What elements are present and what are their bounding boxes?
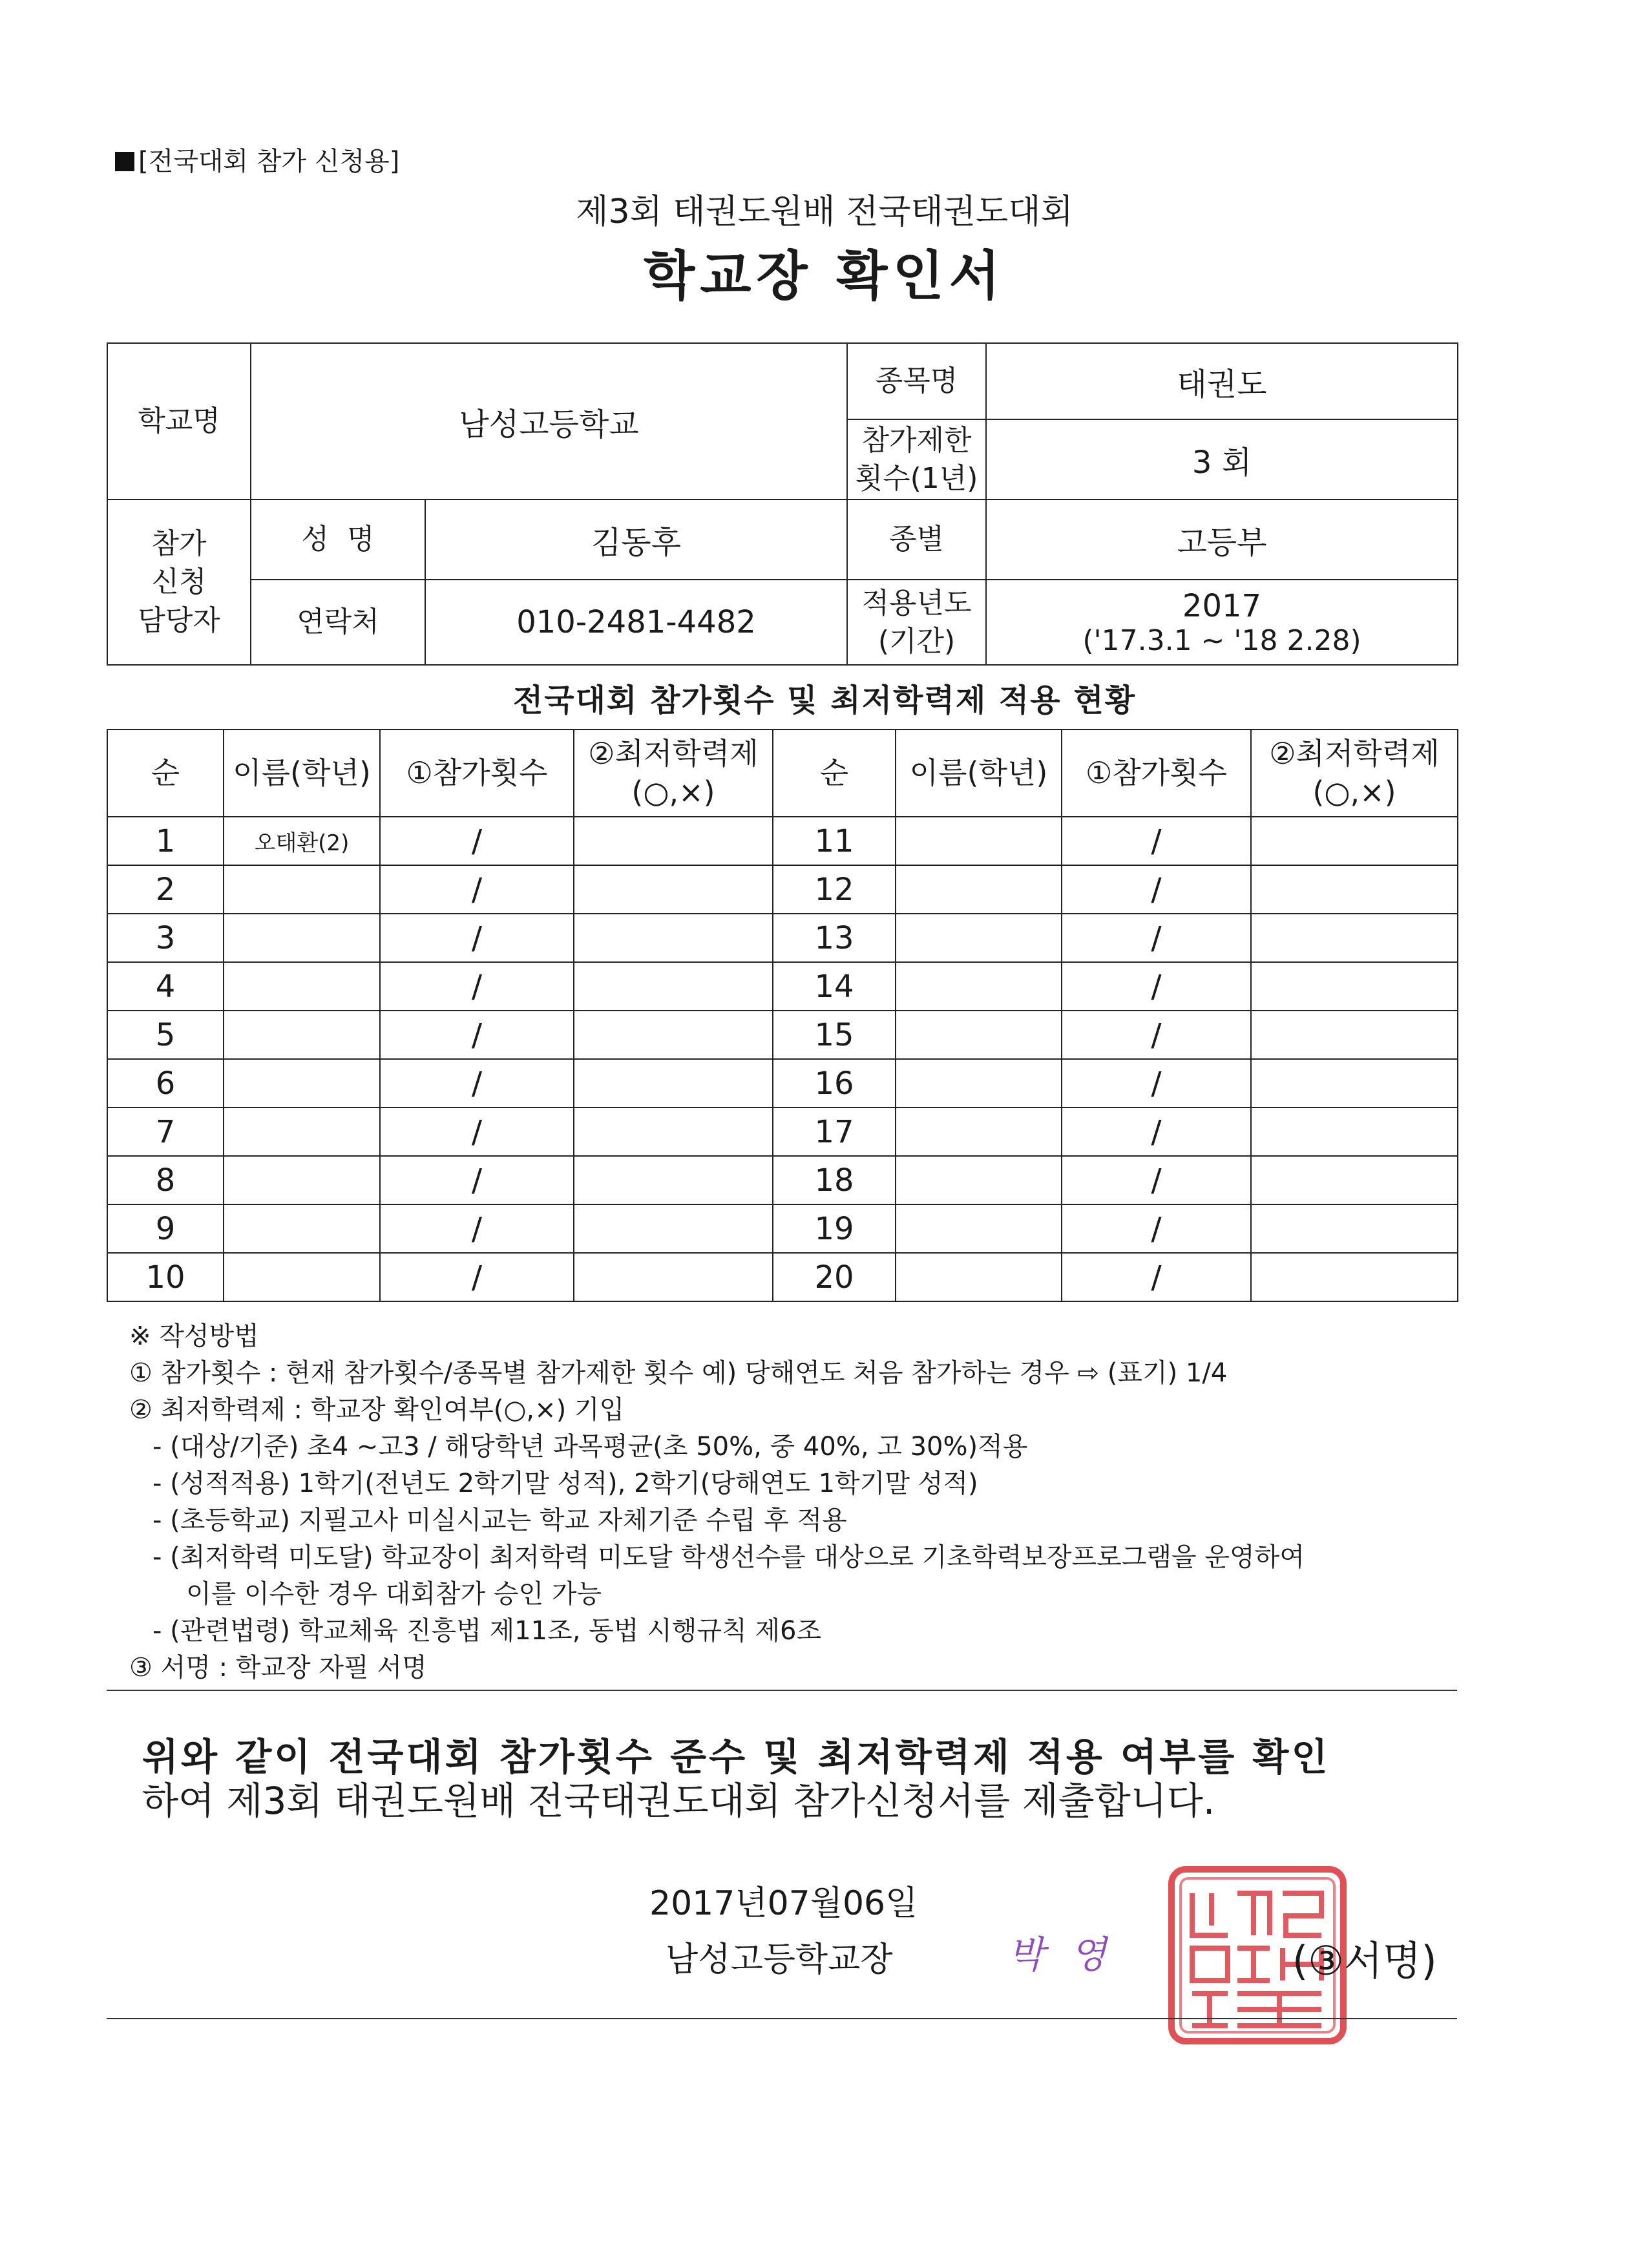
- row-name: [896, 1059, 1062, 1108]
- school-value: 남성고등학교: [251, 343, 847, 499]
- row-name: [224, 1108, 380, 1156]
- header-name: 이름(학년): [224, 730, 380, 817]
- row-seq: 5: [107, 1011, 224, 1059]
- document-tag-text: [전국대회 참가 신청용]: [138, 147, 400, 176]
- name-value: 김동후: [425, 499, 847, 580]
- period-value: ('17.3.1 ~ '18 2.28): [1082, 624, 1361, 657]
- row-seq: 20: [773, 1253, 896, 1301]
- table-row: [107, 817, 1458, 865]
- row-min-grade: [574, 1059, 773, 1108]
- row-count: /: [380, 962, 574, 1011]
- row-seq: 6: [107, 1059, 224, 1108]
- header-min-grade: [1251, 730, 1458, 817]
- year-label-line1: 적용년도: [861, 586, 972, 620]
- closing-line1: 위와 같이 전국대회 참가횟수 준수 및 최저학력제 적용 여부를 확인: [142, 1735, 1330, 1779]
- note-target-criteria: - (대상/기준) 초4 ~고3 / 해당학년 과목평균(초 50%, 중 40%, 고 30%)적용: [152, 1432, 1028, 1462]
- row-seq: 18: [773, 1156, 896, 1204]
- row-count: /: [380, 865, 574, 914]
- table-row: [107, 914, 1458, 962]
- note-grade-application: - (성적적용) 1학기(전년도 2학기말 성적), 2학기(당해연도 1학기말 성적): [152, 1469, 978, 1498]
- row-min-grade: [574, 1156, 773, 1204]
- bottom-divider: [107, 2018, 1457, 2019]
- handwritten-signature: 박영: [1008, 1933, 1133, 1977]
- row-count: /: [1062, 1059, 1251, 1108]
- row-name: [224, 1156, 380, 1204]
- closing-statement: [142, 1735, 1486, 1823]
- row-min-grade: [1251, 962, 1458, 1011]
- row-name: [896, 1156, 1062, 1204]
- row-name: [896, 1253, 1062, 1301]
- row-name: [896, 865, 1062, 914]
- square-bullet-icon: [115, 152, 134, 171]
- row-min-grade: [574, 817, 773, 865]
- table-row: [107, 865, 1458, 914]
- row-count: /: [1062, 962, 1251, 1011]
- header-min-grade-line2: (○,×): [631, 774, 715, 810]
- row-seq: 16: [773, 1059, 896, 1108]
- row-name: 오태환(2): [224, 817, 380, 865]
- note-below-minimum-cont: 이를 이수한 경우 대회참가 승인 가능: [186, 1579, 602, 1609]
- manager-label-line3: 담당자: [138, 604, 220, 637]
- contact-label: 연락처: [251, 580, 425, 665]
- contact-value: 010-2481-4482: [425, 580, 847, 665]
- header-min-grade-line1: ②최저학력제: [1269, 735, 1440, 771]
- row-count: /: [1062, 1156, 1251, 1204]
- submission-date: 2017년07월06일: [649, 1884, 918, 1923]
- table-row: [107, 1204, 1458, 1253]
- row-count: /: [1062, 1253, 1251, 1301]
- row-min-grade: [574, 1253, 773, 1301]
- year-value: 2017: [1182, 587, 1262, 624]
- signature-label: (③서명): [1292, 1937, 1437, 1984]
- row-seq: 4: [107, 962, 224, 1011]
- row-name: [224, 1011, 380, 1059]
- row-count: /: [380, 1011, 574, 1059]
- row-name: [896, 914, 1062, 962]
- header-min-grade: [574, 730, 773, 817]
- row-count: /: [1062, 1011, 1251, 1059]
- row-count: /: [1062, 817, 1251, 865]
- row-min-grade: [1251, 1059, 1458, 1108]
- year-label-line2: (기간): [877, 625, 956, 658]
- header-min-grade-line1: ②최저학력제: [588, 735, 759, 771]
- row-min-grade: [574, 1011, 773, 1059]
- row-min-grade: [1251, 1108, 1458, 1156]
- note-participation-count: ① 참가횟수 : 현재 참가횟수/종목별 참가제한 횟수 예) 당해연도 처음 참가하는 경우 ⇨ (표기) 1/4: [129, 1358, 1228, 1388]
- table-row: [107, 962, 1458, 1011]
- row-seq: 8: [107, 1156, 224, 1204]
- row-count: /: [380, 817, 574, 865]
- event-subtitle: 제3회 태권도원배 전국태권도대회: [576, 193, 1073, 231]
- note-related-law: - (관련법령) 학교체육 진흥법 제11조, 동법 시행규칙 제6조: [152, 1616, 822, 1646]
- manager-label: [107, 499, 251, 665]
- row-min-grade: [1251, 865, 1458, 914]
- row-name: [224, 1059, 380, 1108]
- limit-label: [847, 419, 986, 499]
- row-seq: 13: [773, 914, 896, 962]
- header-seq: 순: [773, 730, 896, 817]
- row-name: [224, 1253, 380, 1301]
- row-min-grade: [1251, 1011, 1458, 1059]
- row-name: [896, 1204, 1062, 1253]
- table-row: [107, 1059, 1458, 1108]
- school-label: 학교명: [107, 343, 251, 499]
- limit-label-line2: 횟수(1년): [855, 462, 978, 495]
- table-row: [107, 1156, 1458, 1204]
- row-min-grade: [1251, 914, 1458, 962]
- header-name: 이름(학년): [896, 730, 1062, 817]
- header-min-grade-line2: (○,×): [1312, 774, 1396, 810]
- division-value: 고등부: [986, 499, 1458, 580]
- row-count: /: [1062, 865, 1251, 914]
- row-count: /: [1062, 1204, 1251, 1253]
- applicant-info-table: [107, 342, 1458, 666]
- event-value: 태권도: [986, 343, 1458, 419]
- row-seq: 11: [773, 817, 896, 865]
- row-seq: 7: [107, 1108, 224, 1156]
- row-name: [896, 1108, 1062, 1156]
- row-name: [896, 817, 1062, 865]
- closing-line2: 하여 제3회 태권도원배 전국태권도대회 참가신청서를 제출합니다.: [142, 1779, 1215, 1823]
- row-name: [224, 1204, 380, 1253]
- row-seq: 3: [107, 914, 224, 962]
- division-label: 종별: [847, 499, 986, 580]
- note-below-minimum: - (최저학력 미도달) 학교장이 최저학력 미도달 학생선수를 대상으로 기초학력보장프로그램을 운영하여: [152, 1542, 1305, 1572]
- row-name: [224, 962, 380, 1011]
- row-seq: 9: [107, 1204, 224, 1253]
- row-min-grade: [1251, 1156, 1458, 1204]
- limit-value: 3 회: [986, 419, 1458, 499]
- notes-title: ※ 작성방법: [129, 1321, 259, 1351]
- row-count: /: [380, 1059, 574, 1108]
- row-count: /: [380, 1204, 574, 1253]
- row-seq: 2: [107, 865, 224, 914]
- row-count: /: [380, 1108, 574, 1156]
- table-row: [107, 1253, 1458, 1301]
- name-label: 성 명: [251, 499, 425, 580]
- row-min-grade: [574, 1204, 773, 1253]
- header-count: ①참가횟수: [1062, 730, 1251, 817]
- row-count: /: [380, 1253, 574, 1301]
- row-seq: 10: [107, 1253, 224, 1301]
- row-name: [896, 962, 1062, 1011]
- row-min-grade: [574, 914, 773, 962]
- header-seq: 순: [107, 730, 224, 817]
- row-count: /: [1062, 914, 1251, 962]
- row-seq: 14: [773, 962, 896, 1011]
- manager-label-line2: 신청: [151, 565, 207, 599]
- row-name: [224, 865, 380, 914]
- table-row: [107, 1108, 1458, 1156]
- table-row: [107, 1011, 1458, 1059]
- row-name: [224, 914, 380, 962]
- divider: [107, 1690, 1457, 1691]
- row-count: /: [1062, 1108, 1251, 1156]
- row-seq: 15: [773, 1011, 896, 1059]
- row-seq: 1: [107, 817, 224, 865]
- row-min-grade: [574, 1108, 773, 1156]
- writing-instructions: [129, 1318, 1473, 1686]
- limit-label-line1: 참가제한: [861, 423, 972, 457]
- header-count: ①참가횟수: [380, 730, 574, 817]
- page-title: 학교장 확인서: [644, 246, 1005, 307]
- row-min-grade: [1251, 817, 1458, 865]
- year-label: [847, 580, 986, 665]
- participation-status-table: [107, 729, 1458, 1302]
- note-min-grade: ② 최저학력제 : 학교장 확인여부(○,×) 기입: [129, 1395, 625, 1425]
- note-signature: ③ 서명 : 학교장 자필 서명: [129, 1653, 427, 1683]
- row-min-grade: [1251, 1204, 1458, 1253]
- row-count: /: [380, 1156, 574, 1204]
- row-min-grade: [574, 865, 773, 914]
- status-section-title: 전국대회 참가횟수 및 최저학력제 적용 현황: [512, 682, 1137, 719]
- row-min-grade: [1251, 1253, 1458, 1301]
- year-cell: [986, 580, 1458, 665]
- event-label: 종목명: [847, 343, 986, 419]
- note-elementary: - (초등학교) 지필고사 미실시교는 학교 자체기준 수립 후 적용: [152, 1506, 847, 1535]
- principal-title: 남성고등학교장: [666, 1940, 893, 1979]
- manager-label-line1: 참가: [151, 527, 207, 560]
- row-seq: 19: [773, 1204, 896, 1253]
- document-tag: [115, 141, 399, 178]
- row-min-grade: [574, 962, 773, 1011]
- row-seq: 17: [773, 1108, 896, 1156]
- row-name: [896, 1011, 1062, 1059]
- row-count: /: [380, 914, 574, 962]
- row-seq: 12: [773, 865, 896, 914]
